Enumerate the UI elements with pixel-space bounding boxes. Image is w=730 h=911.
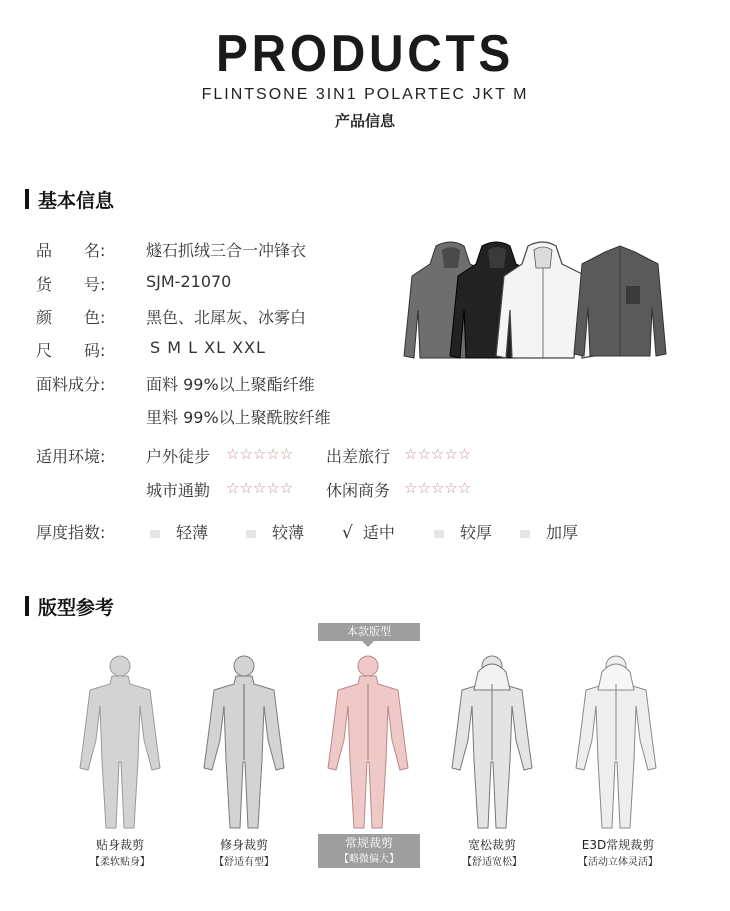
fit-figures [60, 650, 700, 835]
env-hiking-rating: ☆☆☆☆☆ [226, 445, 294, 463]
section-marker [25, 189, 29, 209]
thickness-square-icon [520, 530, 530, 538]
product-jackets-image [400, 238, 670, 362]
fit-label-regular: 常规裁剪 [318, 834, 420, 852]
thickness-option-light: 轻薄 [150, 520, 208, 543]
fabric-outer-value: 面料 99%以上聚酯纤维 [146, 375, 315, 394]
thickness-option-thick: 较厚 [434, 520, 492, 543]
name-label: 品 名: [36, 241, 106, 260]
fit-sub-loose: 【舒适宽松】 [462, 857, 522, 868]
thickness-label: 厚度指数: [36, 523, 106, 542]
color-label: 颜 色: [36, 308, 106, 327]
sku-label: 货 号: [36, 275, 106, 294]
thickness-square-icon [246, 530, 256, 538]
fig-loose-fit [452, 656, 532, 828]
fit-label-slim: 修身裁剪 [219, 838, 268, 852]
fig-regular-fit [328, 656, 408, 828]
badge-pointer [362, 641, 374, 647]
check-icon: √ [342, 523, 353, 543]
thickness-square-icon [150, 530, 160, 538]
env-business-rating: ☆☆☆☆☆ [404, 479, 472, 497]
fit-label-e3d: E3D常规裁剪 [581, 838, 655, 852]
fit-sub-regular: 【略微偏大】 [318, 852, 420, 868]
fit-label-loose: 宽松裁剪 [467, 838, 516, 852]
env-travel-rating: ☆☆☆☆☆ [404, 445, 472, 463]
current-fit-badge: 本款版型 [318, 623, 420, 641]
thickness-square-icon [434, 530, 444, 538]
fabric-label: 面料成分: [36, 375, 106, 394]
size-value: S M L XL XXL [150, 338, 266, 357]
thickness-option-medium: √ 适中 [342, 523, 395, 543]
section-marker [25, 596, 29, 616]
fig-skin-fit [80, 656, 160, 828]
page-title: PRODUCTS [216, 25, 514, 83]
fit-label-skin: 贴身裁剪 [95, 838, 144, 852]
env-business-label: 休闲商务 [326, 481, 391, 500]
env-hiking-label: 户外徒步 [146, 447, 211, 466]
product-info-heading: 产品信息 [334, 112, 395, 130]
fit-reference-title: 版型参考 [38, 597, 115, 619]
fit-sub-skin: 【柔软贴身】 [90, 857, 150, 868]
env-commute-label: 城市通勤 [146, 481, 211, 500]
env-travel-label: 出差旅行 [326, 447, 391, 466]
environment-label: 适用环境: [36, 447, 106, 466]
env-commute-rating: ☆☆☆☆☆ [226, 479, 294, 497]
fig-e3d-fit [576, 656, 656, 828]
basic-info-title: 基本信息 [38, 190, 115, 212]
name-value: 燧石抓绒三合一冲锋衣 [146, 241, 307, 260]
fig-slim-fit [204, 656, 284, 828]
sku-value: SJM-21070 [146, 272, 232, 291]
fabric-lining-value: 里料 99%以上聚酰胺纤维 [146, 408, 331, 427]
color-value: 黑色、北犀灰、冰雾白 [146, 308, 307, 327]
fit-sub-slim: 【舒适有型】 [214, 857, 274, 868]
product-model-name: FLINTSONE 3IN1 POLARTEC JKT M [201, 86, 529, 103]
fit-sub-e3d: 【活动立体灵活】 [578, 857, 658, 868]
size-label: 尺 码: [36, 341, 106, 360]
thickness-option-extra-thick: 加厚 [520, 520, 578, 543]
thickness-option-thin: 较薄 [246, 520, 304, 543]
